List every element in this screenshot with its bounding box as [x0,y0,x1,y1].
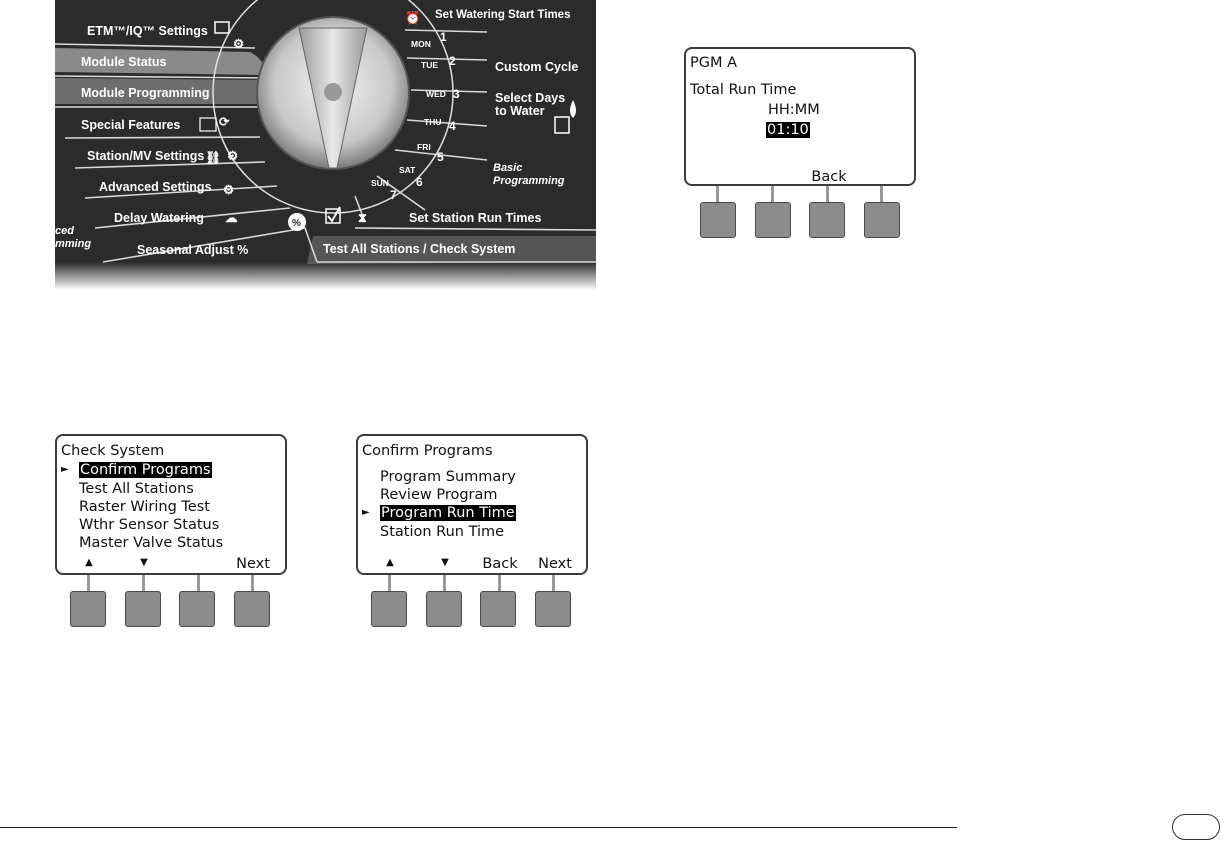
pgm-label: PGM A [690,55,738,71]
screen-title: Confirm Programs [362,443,493,459]
menu-item-program-summary[interactable]: Program Summary [380,469,516,485]
softkey-button-up[interactable] [70,591,106,627]
day-num-2: 2 [449,54,456,68]
lcd-unit-check-system [55,434,287,629]
day-abbr-sun: SUN [371,178,389,188]
softkey-button-next[interactable] [535,591,571,627]
language-tab [1172,814,1220,840]
dial-label-basic-1: Basic [493,162,523,174]
lcd-screen-pgm-a [684,47,916,186]
softkey-down-label: ▼ [441,557,449,568]
dial-label-module-programming: Module Programming [81,86,210,100]
day-abbr-tue: TUE [421,60,438,70]
alarm-clock-icon: ⏰ [405,11,421,25]
day-num-4: 4 [449,119,456,133]
day-num-7: 7 [390,188,397,202]
run-time-value[interactable]: 01:10 [767,122,809,138]
rain-cloud-icon: ☁ [225,211,238,225]
dial-pointer-hub [324,83,342,101]
lcd-unit-pgm-a [684,47,916,242]
dial-label-station-mv: Station/MV Settings [87,149,205,163]
softkey-up-label: ▲ [85,557,93,568]
softkey-button-2[interactable] [755,202,791,238]
lcd-screen-confirm-programs [356,434,588,575]
dial-label-custom-cycle: Custom Cycle [495,60,579,74]
dial-label-special-features: Special Features [81,118,181,132]
day-num-1: 1 [440,30,447,44]
menu-item-confirm-programs[interactable]: Confirm Programs [80,462,211,478]
softkey-back-label: Back [811,169,847,185]
day-abbr-sat: SAT [399,165,416,175]
dial-label-test-all: Test All Stations / Check System [323,242,516,256]
menu-item-review-program[interactable]: Review Program [380,487,498,503]
dial-label-basic-2: Programming [493,175,565,187]
day-abbr-thu: THU [424,117,442,127]
softkey-button-next[interactable] [234,591,270,627]
advanced-gear-icon: ⚙ [223,183,235,197]
footer-rule [0,827,957,828]
softkey-button-3[interactable] [179,591,215,627]
softkey-down-label: ▼ [140,557,148,568]
hhmm-label: HH:MM [768,102,820,118]
softkey-button-back[interactable] [809,202,845,238]
controller-dial-panel [55,0,596,290]
selection-arrow-icon: ► [61,464,69,475]
dial-label-etm: ETM™/IQ™ Settings [87,24,208,38]
dial-label-adv-prog-2: mming [55,238,92,250]
softkey-next-label: Next [538,556,572,572]
menu-item-raster-wiring-test[interactable]: Raster Wiring Test [79,499,210,515]
settings-refresh-icon: ⟳ [219,115,230,129]
selection-arrow-icon: ► [362,507,370,518]
softkey-button-4[interactable] [864,202,900,238]
total-run-time-label: Total Run Time [690,82,797,98]
screen-title: Check System [61,443,165,459]
dial-label-set-run-times: Set Station Run Times [409,211,542,225]
softkey-button-1[interactable] [700,202,736,238]
day-num-3: 3 [453,87,460,101]
valve-icon: ⛓ [205,151,221,165]
dial-label-advanced-settings: Advanced Settings [99,180,212,194]
dial-label-module-status: Module Status [81,55,167,69]
controller-dial-illustration [55,0,596,290]
svg-text:%: % [292,218,301,229]
gear-pair-icon: ⚙ [227,149,239,163]
hourglass-icon: ⧗ [358,211,367,225]
softkey-button-back[interactable] [480,591,516,627]
dial-label-select-days-1: Select Days [495,91,566,105]
dial-label-seasonal-adjust: Seasonal Adjust % [137,243,249,257]
menu-item-wthr-sensor-status[interactable]: Wthr Sensor Status [79,517,220,533]
day-num-5: 5 [437,150,444,164]
lcd-unit-confirm-programs [356,434,588,629]
gear-icon: ⚙ [233,37,245,51]
day-abbr-fri: FRI [417,142,431,152]
dial-label-select-days-2: to Water [495,104,545,118]
menu-item-station-run-time[interactable]: Station Run Time [380,524,505,540]
dial-label-set-start-times: Set Watering Start Times [435,9,571,21]
menu-item-test-all-stations[interactable]: Test All Stations [79,481,194,497]
day-num-6: 6 [416,175,423,189]
dial-label-adv-prog-1: ced [55,225,74,237]
softkey-next-label: Next [236,556,270,572]
softkey-up-label: ▲ [386,557,394,568]
softkey-back-label: Back [482,556,518,572]
dial-label-delay-watering: Delay Watering [114,211,204,225]
lcd-screen-check-system [55,434,287,575]
day-abbr-wed: WED [426,89,446,99]
softkey-button-down[interactable] [125,591,161,627]
menu-item-program-run-time[interactable]: Program Run Time [381,505,515,521]
softkey-button-up[interactable] [371,591,407,627]
menu-item-master-valve-status[interactable]: Master Valve Status [79,535,224,551]
softkey-button-down[interactable] [426,591,462,627]
day-abbr-mon: MON [411,39,431,49]
